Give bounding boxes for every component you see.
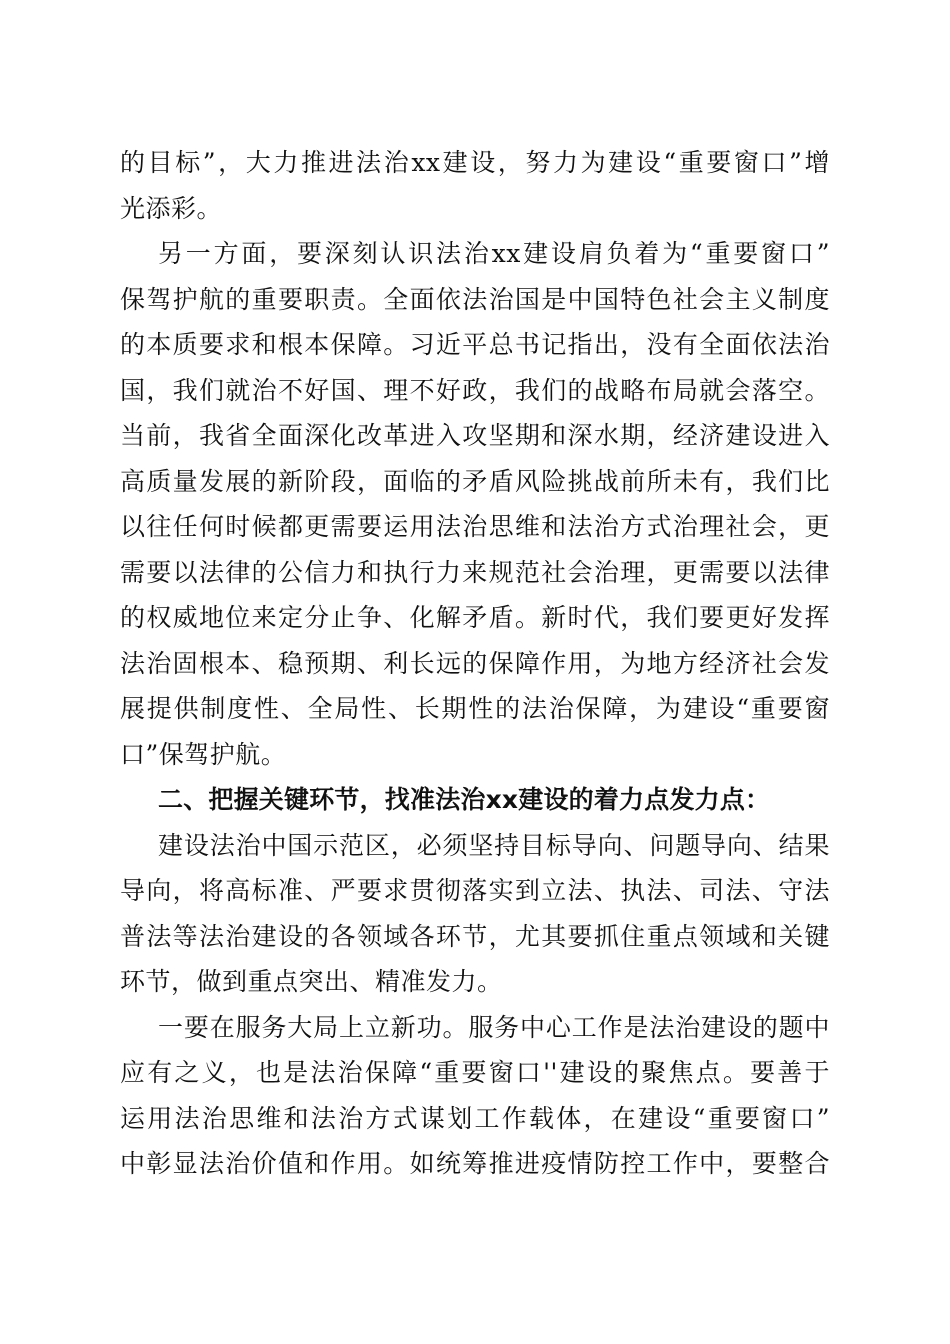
text-line: 高质量发展的新阶段，面临的矛盾风险挑战前所未有，我们比 (120, 466, 830, 496)
text-line: 光添彩。 (120, 193, 223, 223)
text-line: 运用法治思维和法治方式谋划工作载体，在建设“重要窗口” (120, 1103, 830, 1133)
document-body (120, 140, 830, 1187)
text-line: 导向，将高标准、严要求贯彻落实到立法、执法、司法、守法 (120, 876, 830, 905)
text-line: 以往任何时候都更需要运用法治思维和法治方式治理社会，更 (120, 512, 830, 541)
text-line: 另一方面，要深刻认识法治xx建设肩负着为“重要窗口” (158, 239, 830, 268)
text-line: 中彰显法治价值和作用。如统筹推进疫情防控工作中，要整合 (120, 1149, 830, 1178)
text-line: 法治固根本、稳预期、利长远的保障作用，为地方经济社会发 (120, 648, 830, 678)
text-line: 展提供制度性、全局性、长期性的法治保障，为建设“重要窗 (120, 694, 830, 723)
section-heading: 二、把握关键环节，找准法治xx建设的着力点发力点： (158, 785, 771, 814)
text-line: 需要以法律的公信力和执行力来规范社会治理，更需要以法律 (120, 557, 830, 587)
text-line: 的权威地位来定分止争、化解矛盾。新时代，我们要更好发挥 (120, 603, 830, 632)
text-line: 保驾护航的重要职责。全面依法治国是中国特色社会主义制度 (120, 284, 830, 314)
text-line: 口”保驾护航。 (120, 739, 287, 769)
text-line: 环节，做到重点突出、精准发力。 (120, 967, 503, 996)
text-line: 建设法治中国示范区，必须坚持目标导向、问题导向、结果 (158, 830, 830, 860)
text-line: 普法等法治建设的各领域各环节，尤其要抓住重点领域和关键 (120, 921, 830, 951)
text-line: 的本质要求和根本保障。习近平总书记指出，没有全面依法治 (120, 330, 830, 359)
text-line: 应有之义，也是法治保障“重要窗口''建设的聚焦点。要善于 (120, 1058, 830, 1087)
text-line: 一要在服务大局上立新功。服务中心工作是法治建设的题中 (158, 1012, 830, 1042)
text-line: 的目标”，大力推进法治xx建设，努力为建设“重要窗口”增 (120, 148, 830, 177)
text-line: 国，我们就治不好国、理不好政，我们的战略布局就会落空。 (120, 375, 830, 405)
text-line: 当前，我省全面深化改革进入攻坚期和深水期，经济建设进入 (120, 421, 830, 450)
